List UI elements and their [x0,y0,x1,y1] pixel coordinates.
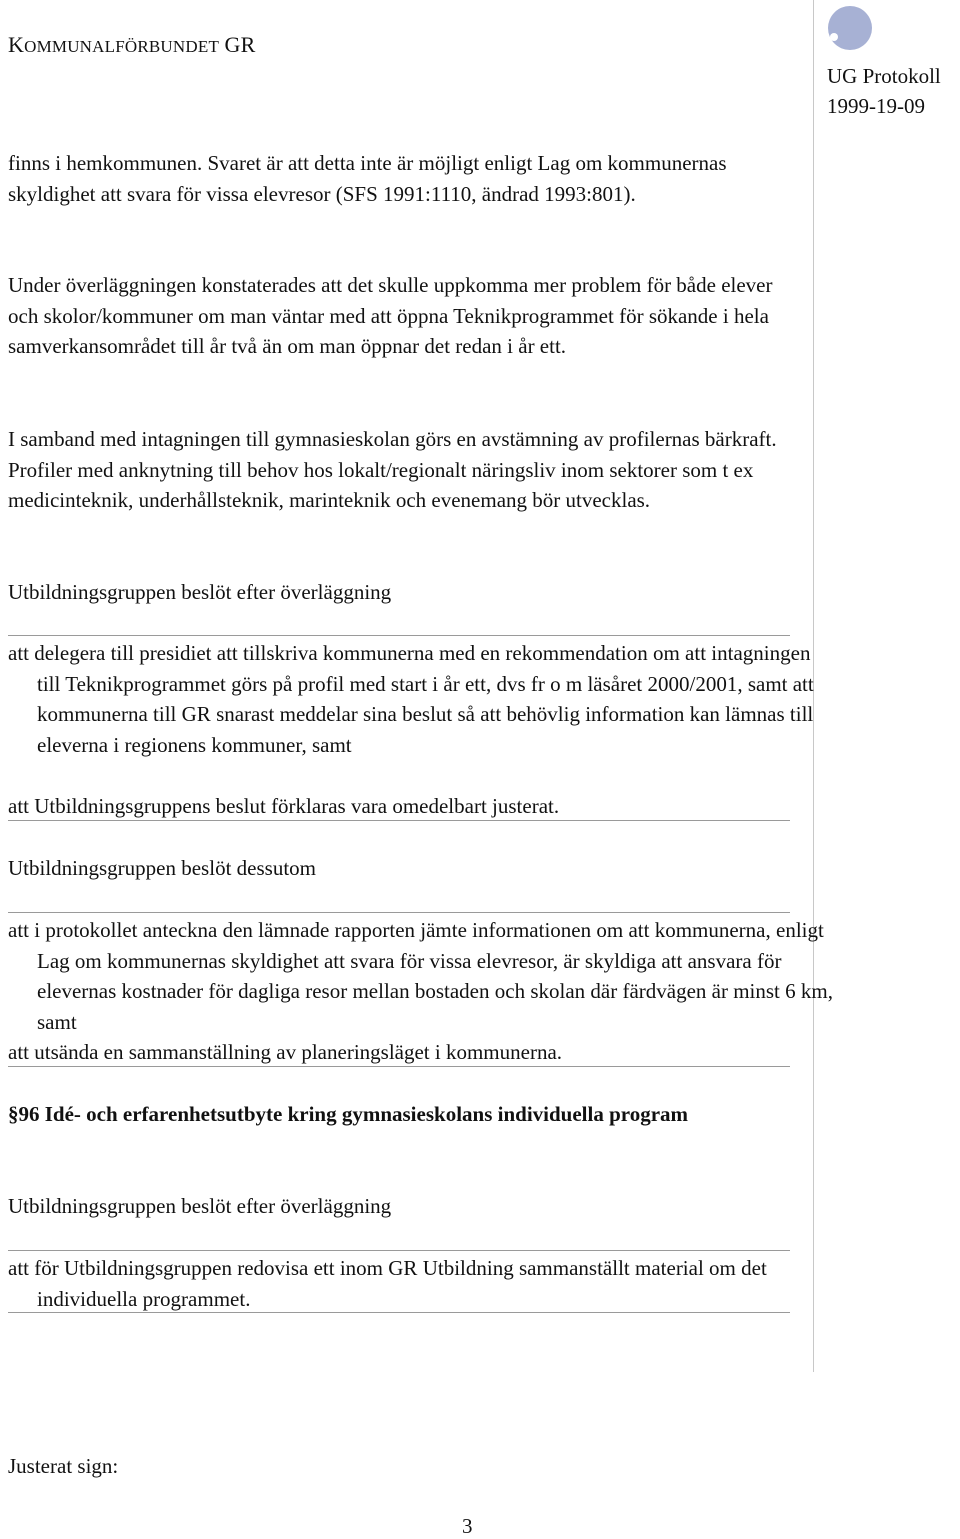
divider [8,1250,790,1251]
gr-logo-icon [827,5,873,51]
section-heading: §96 Idé- och erfarenhetsutbyte kring gymnasieskolans individuella program [8,1102,689,1126]
paragraph-1: finns i hemkommunen. Svaret är att detta inte är möjligt enligt Lag om kommunernas skyldighet att svara för vissa elevresor (SFS 1991:1110, ändrad 1993:801). [8,151,727,206]
divider [8,1312,790,1313]
organization-name: KOMMUNALFÖRBUNDET GR [8,32,256,57]
divider [8,820,790,821]
decision-item: att delegera till presidiet att tillskriva kommunerna med en rekommendation om att intagningen till Teknikprogrammet görs på profil med start i år ett, dvs fr o m läsåret 2000/2001, samt att kommunerna till GR snarast meddelar sina beslut så att behövlig information kan lämnas till eleverna i regionens kommuner, samt [8,641,814,757]
paragraph-2: Under överläggningen konstaterades att det skulle uppkomma mer problem för både elever och skolor/kommuner om man väntar med att öppna Teknikprogrammet för sökande i hela samverkansområdet till år två än om man öppnar det redan i år ett. [8,273,773,359]
document-date: 1999-19-09 [827,94,925,118]
divider [8,1066,790,1067]
paragraph-3: I samband med intagningen till gymnasieskolan görs en avstämning av profilernas bärkraft. Profiler med anknytning till behov hos lokalt/regionalt näringsliv inom sektorer som t ex medicinteknik, underhållsteknik, marinteknik och evenemang bör utvecklas. [8,427,777,513]
decision-intro-2: Utbildningsgruppen beslöt dessutom [8,856,316,880]
decision-item: att för Utbildningsgruppen redovisa ett inom GR Utbildning sammanställt material om det individuella programmet. [8,1256,767,1311]
signature-label: Justerat sign: [8,1454,119,1478]
decision-item: att Utbildningsgruppens beslut förklaras vara omedelbart justerat. [8,794,560,818]
decision-intro-1: Utbildningsgruppen beslöt efter överläggning [8,580,392,604]
document-type: UG Protokoll [827,64,941,88]
decision-intro-3: Utbildningsgruppen beslöt efter överläggning [8,1194,392,1218]
divider [8,635,790,636]
page-number: 3 [462,1514,473,1538]
decision-item: att i protokollet anteckna den lämnade rapporten jämte informationen om att kommunerna, enligt Lag om kommunernas skyldighet att svara för vissa elevresor, är skyldiga att ansvara för elevernas kostnader för dagliga resor mellan bostaden och skolan där färdvägen är minst 6 km, samt [8,918,833,1034]
divider [8,912,790,913]
decision-item: att utsända en sammanställning av planeringsläget i kommunerna. [8,1040,563,1064]
